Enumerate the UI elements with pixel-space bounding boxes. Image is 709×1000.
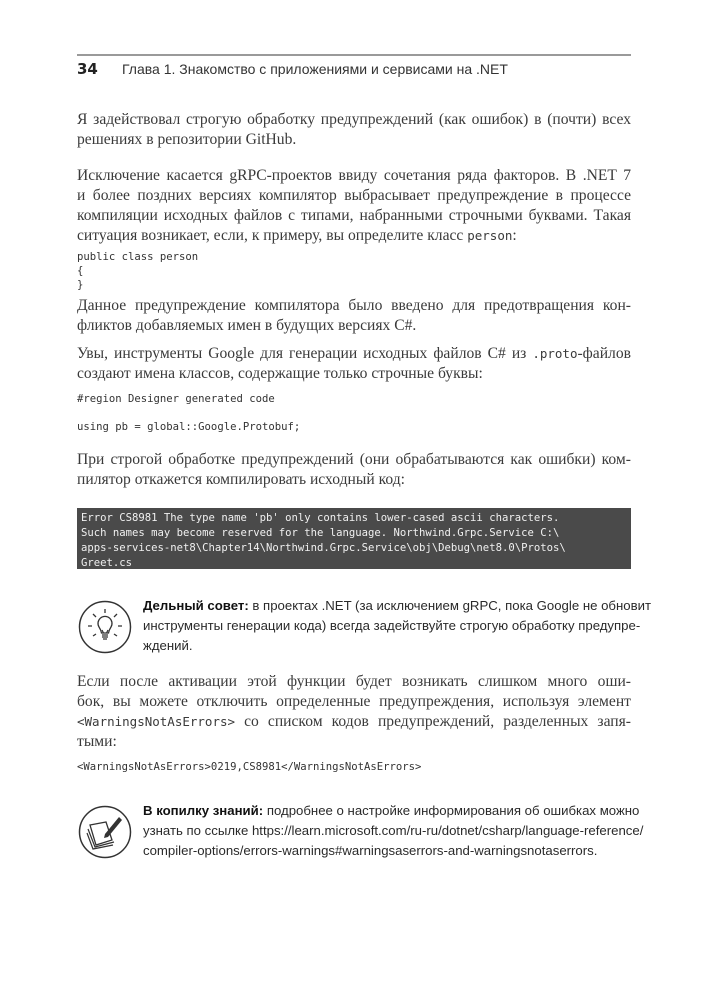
text-line: [77, 226, 631, 246]
paragraph: [77, 344, 631, 384]
text-line: [77, 186, 631, 206]
text-line: [77, 344, 631, 364]
text-segment: Если после активации этой функции будет возникать слишком много оши-: [77, 673, 631, 690]
text-segment: со списком кодов предупреждений, разделенных запя-: [235, 713, 631, 730]
text-segment: ситуация возникает, если, к примеру, вы определите класс: [77, 227, 468, 244]
text-segment: пилятор откажется компилировать исходный код:: [77, 471, 405, 488]
note-text: compiler-options/errors-warnings#warningsaserrors-and-warningsnotaserrors.: [143, 843, 598, 858]
note-text: узнать по ссылке https://learn.microsoft.com/ru-ru/dotnet/csharp/language-reference/: [143, 823, 644, 838]
page-number: 34: [77, 60, 98, 78]
note-line: [143, 636, 631, 656]
note-line: [143, 596, 652, 616]
text-line: [77, 296, 631, 316]
text-segment: решениях в репозитории GitHub.: [77, 131, 297, 148]
note-text: ждений.: [143, 638, 193, 653]
text-segment: При строгой обработке предупреждений (они обрабатываются как ошибки) ком-: [77, 451, 631, 468]
error-output-block: Error CS8981 The type name 'pb' only contains lower-cased ascii characters. Such names may become reserved for the language. Northwind.Grpc.Service C:\ apps-services-net8\Chapter14\Northwind.Grpc.Service\obj\Debug\net8.0\Protos\ Greet.cs: [77, 508, 631, 569]
paragraph: [77, 296, 631, 336]
info-note: [143, 801, 644, 861]
lightbulb-icon: [78, 600, 132, 654]
text-segment: компиляции исходных файлов с типами, набранными строчными буквами. Такая: [77, 207, 631, 224]
paragraph: [77, 166, 631, 246]
text-segment: Исключение касается gRPC-проектов ввиду сочетания ряда факторов. В .NET 7: [77, 167, 631, 184]
note-line: [143, 801, 640, 821]
note-text: подробнее о настройке информирования об ошибках можно: [263, 803, 640, 818]
header-rule: [77, 54, 631, 56]
text-segment: создают имена классов, содержащие только строчные буквы:: [77, 365, 483, 382]
text-segment: фликтов добавляемых имен в будущих версиях C#.: [77, 317, 417, 334]
notepad-pen-icon: [78, 805, 132, 859]
text-line: [77, 206, 631, 226]
text-segment: -файлов: [577, 345, 631, 362]
text-line: [77, 732, 631, 752]
code-block: public class person { }: [77, 251, 199, 291]
text-line: [77, 470, 631, 490]
text-line: [77, 364, 631, 384]
code-block: <WarningsNotAsErrors>0219,CS8981</WarningsNotAsErrors>: [77, 761, 422, 773]
text-line: [77, 450, 631, 470]
text-segment: Я задействовал строгую обработку предупреждений (как ошибок) в (почти) всех: [77, 111, 631, 128]
inline-code: .proto: [532, 346, 578, 361]
note-text: инструменты генерации кода) всегда задействуйте строгую обработку предупре-: [143, 618, 641, 633]
text-line: [77, 110, 631, 130]
text-segment: и более поздних версиях компилятор выбрасывает предупреждение в процессе: [77, 187, 631, 204]
note-label: В копилку знаний:: [143, 803, 264, 818]
note-line: [143, 821, 644, 841]
paragraph: [77, 110, 631, 150]
note-label: Дельный совет:: [143, 598, 249, 613]
note-line: [143, 616, 641, 636]
inline-code: <WarningsNotAsErrors>: [77, 714, 236, 729]
text-line: [77, 672, 631, 692]
inline-code: person: [467, 228, 513, 243]
paragraph: [77, 450, 631, 490]
code-block: #region Designer generated code using pb = global::Google.Protobuf;: [77, 393, 301, 433]
text-segment: тыми:: [77, 733, 117, 750]
paragraph: [77, 672, 631, 752]
text-line: [77, 166, 631, 186]
text-segment: Увы, инструменты Google для генерации исходных файлов C# из: [77, 345, 533, 362]
text-segment: Данное предупреждение компилятора было введено для предотвращения кон-: [77, 297, 631, 314]
text-line: [77, 692, 631, 712]
text-line: [77, 316, 631, 336]
text-line: [77, 712, 631, 732]
text-segment: :: [512, 227, 517, 244]
note-line: [143, 841, 631, 861]
chapter-title: Глава 1. Знакомство с приложениями и сервисами на .NET: [122, 61, 508, 77]
text-segment: бок, вы можете отключить определенные предупреждения, используя элемент: [77, 693, 631, 710]
text-line: [77, 130, 631, 150]
tip-note: [143, 596, 652, 656]
note-text: в проектах .NET (за исключением gRPC, пока Google не обновит: [248, 598, 652, 613]
